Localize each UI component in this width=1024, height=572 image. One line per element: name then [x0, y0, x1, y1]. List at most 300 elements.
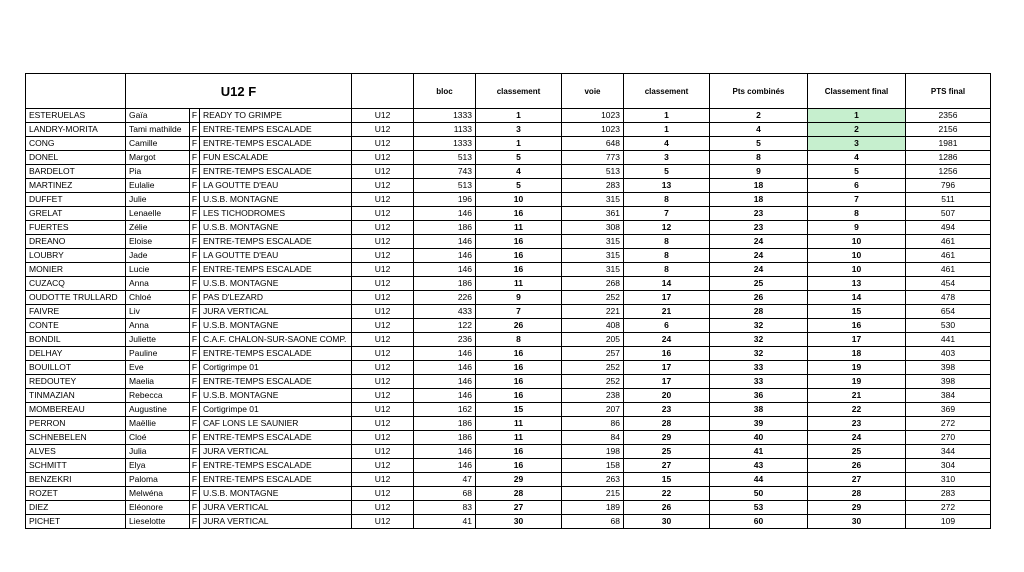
- athlete-first-name: Rebecca: [126, 389, 190, 403]
- final-points: 454: [906, 277, 991, 291]
- bloc-rank: 27: [476, 501, 562, 515]
- table-row: [26, 235, 991, 249]
- sheet-title: U12 F: [126, 74, 352, 109]
- athlete-last-name: CONG: [26, 137, 126, 151]
- voie-rank: 26: [624, 501, 710, 515]
- athlete-sex: F: [190, 375, 200, 389]
- voie-rank: 14: [624, 277, 710, 291]
- athlete-sex: F: [190, 515, 200, 529]
- athlete-category: U12: [352, 417, 414, 431]
- athlete-club: U.S.B. MONTAGNE: [200, 487, 352, 501]
- athlete-sex: F: [190, 361, 200, 375]
- bloc-score: 186: [414, 417, 476, 431]
- voie-rank: 30: [624, 515, 710, 529]
- bloc-rank: 3: [476, 123, 562, 137]
- final-rank: 29: [808, 501, 906, 515]
- header-bloc: bloc: [414, 74, 476, 109]
- athlete-sex: F: [190, 165, 200, 179]
- voie-rank: 4: [624, 137, 710, 151]
- athlete-club: JURA VERTICAL: [200, 305, 352, 319]
- voie-rank: 5: [624, 165, 710, 179]
- combined-points: 50: [710, 487, 808, 501]
- header-row: [26, 74, 991, 109]
- bloc-rank: 1: [476, 109, 562, 123]
- athlete-first-name: Lucie: [126, 263, 190, 277]
- bloc-rank: 5: [476, 179, 562, 193]
- athlete-sex: F: [190, 319, 200, 333]
- final-rank: 27: [808, 473, 906, 487]
- combined-points: 32: [710, 347, 808, 361]
- final-points: 398: [906, 361, 991, 375]
- table-row: [26, 165, 991, 179]
- athlete-first-name: Gaïa: [126, 109, 190, 123]
- voie-rank: 12: [624, 221, 710, 235]
- athlete-first-name: Augustine: [126, 403, 190, 417]
- bloc-rank: 11: [476, 431, 562, 445]
- athlete-first-name: Cloé: [126, 431, 190, 445]
- athlete-category: U12: [352, 459, 414, 473]
- athlete-first-name: Pia: [126, 165, 190, 179]
- final-points: 270: [906, 431, 991, 445]
- athlete-first-name: Lieselotte: [126, 515, 190, 529]
- athlete-category: U12: [352, 375, 414, 389]
- combined-points: 18: [710, 193, 808, 207]
- athlete-last-name: DREANO: [26, 235, 126, 249]
- athlete-category: U12: [352, 277, 414, 291]
- voie-score: 221: [562, 305, 624, 319]
- bloc-score: 47: [414, 473, 476, 487]
- voie-rank: 28: [624, 417, 710, 431]
- athlete-club: ENTRE-TEMPS ESCALADE: [200, 459, 352, 473]
- athlete-sex: F: [190, 179, 200, 193]
- athlete-club: ENTRE-TEMPS ESCALADE: [200, 137, 352, 151]
- final-rank: 26: [808, 459, 906, 473]
- athlete-club: JURA VERTICAL: [200, 501, 352, 515]
- voie-score: 205: [562, 333, 624, 347]
- voie-score: 315: [562, 235, 624, 249]
- athlete-sex: F: [190, 207, 200, 221]
- athlete-category: U12: [352, 431, 414, 445]
- bloc-rank: 8: [476, 333, 562, 347]
- voie-score: 189: [562, 501, 624, 515]
- combined-points: 26: [710, 291, 808, 305]
- voie-rank: 23: [624, 403, 710, 417]
- athlete-sex: F: [190, 151, 200, 165]
- athlete-club: U.S.B. MONTAGNE: [200, 193, 352, 207]
- athlete-first-name: Chloé: [126, 291, 190, 305]
- voie-rank: 15: [624, 473, 710, 487]
- combined-points: 41: [710, 445, 808, 459]
- athlete-club: READY TO GRIMPE: [200, 109, 352, 123]
- voie-score: 773: [562, 151, 624, 165]
- bloc-score: 146: [414, 347, 476, 361]
- final-rank: 19: [808, 361, 906, 375]
- final-rank: 30: [808, 515, 906, 529]
- table-row: [26, 431, 991, 445]
- voie-rank: 29: [624, 431, 710, 445]
- final-points: 2156: [906, 123, 991, 137]
- bloc-rank: 16: [476, 249, 562, 263]
- athlete-first-name: Camille: [126, 137, 190, 151]
- athlete-club: ENTRE-TEMPS ESCALADE: [200, 263, 352, 277]
- athlete-club: C.A.F. CHALON-SUR-SAONE COMP.: [200, 333, 352, 347]
- athlete-last-name: TINMAZIAN: [26, 389, 126, 403]
- voie-rank: 24: [624, 333, 710, 347]
- table-row: [26, 291, 991, 305]
- athlete-category: U12: [352, 403, 414, 417]
- athlete-category: U12: [352, 249, 414, 263]
- voie-rank: 20: [624, 389, 710, 403]
- combined-points: 25: [710, 277, 808, 291]
- table-row: [26, 333, 991, 347]
- athlete-category: U12: [352, 361, 414, 375]
- final-points: 2356: [906, 109, 991, 123]
- athlete-first-name: Maëllie: [126, 417, 190, 431]
- voie-score: 308: [562, 221, 624, 235]
- athlete-category: U12: [352, 263, 414, 277]
- voie-rank: 1: [624, 123, 710, 137]
- final-rank: 28: [808, 487, 906, 501]
- athlete-first-name: Elya: [126, 459, 190, 473]
- athlete-club: ENTRE-TEMPS ESCALADE: [200, 123, 352, 137]
- table-row: [26, 207, 991, 221]
- header-empty-1: [26, 74, 126, 109]
- athlete-last-name: MONIER: [26, 263, 126, 277]
- athlete-last-name: ALVES: [26, 445, 126, 459]
- combined-points: 9: [710, 165, 808, 179]
- athlete-club: LA GOUTTE D'EAU: [200, 179, 352, 193]
- athlete-first-name: Liv: [126, 305, 190, 319]
- athlete-last-name: DONEL: [26, 151, 126, 165]
- athlete-category: U12: [352, 109, 414, 123]
- final-rank: 25: [808, 445, 906, 459]
- athlete-club: JURA VERTICAL: [200, 515, 352, 529]
- voie-score: 215: [562, 487, 624, 501]
- combined-points: 44: [710, 473, 808, 487]
- athlete-category: U12: [352, 221, 414, 235]
- table-row: [26, 361, 991, 375]
- athlete-sex: F: [190, 305, 200, 319]
- bloc-score: 162: [414, 403, 476, 417]
- athlete-last-name: PERRON: [26, 417, 126, 431]
- voie-rank: 17: [624, 361, 710, 375]
- athlete-last-name: BONDIL: [26, 333, 126, 347]
- combined-points: 33: [710, 375, 808, 389]
- bloc-score: 1133: [414, 123, 476, 137]
- bloc-rank: 28: [476, 487, 562, 501]
- voie-rank: 8: [624, 193, 710, 207]
- athlete-category: U12: [352, 319, 414, 333]
- athlete-sex: F: [190, 263, 200, 277]
- athlete-club: Cortigrimpe 01: [200, 403, 352, 417]
- final-rank: 13: [808, 277, 906, 291]
- bloc-rank: 16: [476, 361, 562, 375]
- final-points: 796: [906, 179, 991, 193]
- athlete-sex: F: [190, 473, 200, 487]
- athlete-last-name: BARDELOT: [26, 165, 126, 179]
- voie-score: 68: [562, 515, 624, 529]
- athlete-club: U.S.B. MONTAGNE: [200, 277, 352, 291]
- table-row: [26, 137, 991, 151]
- bloc-score: 1333: [414, 109, 476, 123]
- voie-score: 252: [562, 291, 624, 305]
- final-rank: 10: [808, 263, 906, 277]
- voie-rank: 1: [624, 109, 710, 123]
- combined-points: 18: [710, 179, 808, 193]
- athlete-first-name: Anna: [126, 277, 190, 291]
- final-points: 272: [906, 417, 991, 431]
- athlete-last-name: FAIVRE: [26, 305, 126, 319]
- header-voie: voie: [562, 74, 624, 109]
- voie-score: 257: [562, 347, 624, 361]
- athlete-last-name: OUDOTTE TRULLARD: [26, 291, 126, 305]
- header-pts-final: PTS final: [906, 74, 991, 109]
- athlete-last-name: SCHMITT: [26, 459, 126, 473]
- header-classement-bloc: classement: [476, 74, 562, 109]
- bloc-score: 186: [414, 431, 476, 445]
- table-row: [26, 515, 991, 529]
- athlete-sex: F: [190, 445, 200, 459]
- table-row: [26, 319, 991, 333]
- final-rank: 8: [808, 207, 906, 221]
- final-rank: 9: [808, 221, 906, 235]
- athlete-first-name: Jade: [126, 249, 190, 263]
- bloc-rank: 5: [476, 151, 562, 165]
- voie-score: 513: [562, 165, 624, 179]
- athlete-first-name: Eloise: [126, 235, 190, 249]
- athlete-first-name: Eulalie: [126, 179, 190, 193]
- bloc-score: 186: [414, 277, 476, 291]
- final-rank: 7: [808, 193, 906, 207]
- table-row: [26, 305, 991, 319]
- bloc-score: 83: [414, 501, 476, 515]
- athlete-last-name: ROZET: [26, 487, 126, 501]
- voie-rank: 25: [624, 445, 710, 459]
- final-rank: 22: [808, 403, 906, 417]
- bloc-rank: 16: [476, 459, 562, 473]
- athlete-first-name: Julia: [126, 445, 190, 459]
- header-classement-final: Classement final: [808, 74, 906, 109]
- athlete-sex: F: [190, 221, 200, 235]
- athlete-last-name: CUZACQ: [26, 277, 126, 291]
- athlete-sex: F: [190, 277, 200, 291]
- combined-points: 8: [710, 151, 808, 165]
- table-row: [26, 459, 991, 473]
- bloc-score: 743: [414, 165, 476, 179]
- voie-rank: 7: [624, 207, 710, 221]
- voie-score: 198: [562, 445, 624, 459]
- athlete-last-name: DIEZ: [26, 501, 126, 515]
- bloc-score: 146: [414, 263, 476, 277]
- athlete-category: U12: [352, 179, 414, 193]
- voie-score: 252: [562, 375, 624, 389]
- athlete-last-name: SCHNEBELEN: [26, 431, 126, 445]
- bloc-score: 41: [414, 515, 476, 529]
- final-points: 384: [906, 389, 991, 403]
- final-points: 310: [906, 473, 991, 487]
- athlete-last-name: GRELAT: [26, 207, 126, 221]
- bloc-rank: 16: [476, 389, 562, 403]
- table-row: [26, 151, 991, 165]
- bloc-rank: 1: [476, 137, 562, 151]
- athlete-first-name: Lenaelle: [126, 207, 190, 221]
- bloc-rank: 16: [476, 235, 562, 249]
- final-rank: 2: [808, 123, 906, 137]
- combined-points: 24: [710, 249, 808, 263]
- voie-rank: 8: [624, 249, 710, 263]
- athlete-club: ENTRE-TEMPS ESCALADE: [200, 375, 352, 389]
- athlete-first-name: Juliette: [126, 333, 190, 347]
- voie-rank: 21: [624, 305, 710, 319]
- athlete-category: U12: [352, 473, 414, 487]
- voie-score: 268: [562, 277, 624, 291]
- athlete-last-name: LOUBRY: [26, 249, 126, 263]
- final-points: 304: [906, 459, 991, 473]
- bloc-rank: 11: [476, 221, 562, 235]
- athlete-last-name: PICHET: [26, 515, 126, 529]
- table-row: [26, 375, 991, 389]
- table-row: [26, 389, 991, 403]
- final-rank: 1: [808, 109, 906, 123]
- athlete-first-name: Julie: [126, 193, 190, 207]
- combined-points: 36: [710, 389, 808, 403]
- athlete-last-name: CONTE: [26, 319, 126, 333]
- combined-points: 24: [710, 235, 808, 249]
- final-points: 441: [906, 333, 991, 347]
- athlete-club: JURA VERTICAL: [200, 445, 352, 459]
- athlete-category: U12: [352, 291, 414, 305]
- voie-rank: 27: [624, 459, 710, 473]
- athlete-sex: F: [190, 431, 200, 445]
- header-pts-combines: Pts combinés: [710, 74, 808, 109]
- athlete-last-name: BENZEKRI: [26, 473, 126, 487]
- voie-score: 283: [562, 179, 624, 193]
- final-rank: 23: [808, 417, 906, 431]
- results-sheet: [25, 73, 991, 529]
- athlete-sex: F: [190, 235, 200, 249]
- voie-score: 1023: [562, 109, 624, 123]
- voie-score: 315: [562, 193, 624, 207]
- bloc-score: 513: [414, 151, 476, 165]
- bloc-score: 146: [414, 249, 476, 263]
- final-rank: 17: [808, 333, 906, 347]
- table-row: [26, 221, 991, 235]
- combined-points: 23: [710, 207, 808, 221]
- bloc-score: 1333: [414, 137, 476, 151]
- athlete-club: U.S.B. MONTAGNE: [200, 221, 352, 235]
- bloc-rank: 11: [476, 417, 562, 431]
- final-rank: 14: [808, 291, 906, 305]
- bloc-rank: 16: [476, 347, 562, 361]
- bloc-score: 513: [414, 179, 476, 193]
- voie-score: 86: [562, 417, 624, 431]
- table-row: [26, 487, 991, 501]
- final-points: 461: [906, 263, 991, 277]
- athlete-first-name: Anna: [126, 319, 190, 333]
- athlete-sex: F: [190, 389, 200, 403]
- athlete-sex: F: [190, 459, 200, 473]
- combined-points: 39: [710, 417, 808, 431]
- athlete-category: U12: [352, 165, 414, 179]
- bloc-score: 146: [414, 235, 476, 249]
- final-points: 283: [906, 487, 991, 501]
- voie-rank: 17: [624, 291, 710, 305]
- final-rank: 21: [808, 389, 906, 403]
- athlete-sex: F: [190, 291, 200, 305]
- voie-rank: 17: [624, 375, 710, 389]
- athlete-sex: F: [190, 417, 200, 431]
- results-table: [25, 73, 991, 529]
- athlete-club: ENTRE-TEMPS ESCALADE: [200, 235, 352, 249]
- athlete-first-name: Melwéna: [126, 487, 190, 501]
- voie-score: 361: [562, 207, 624, 221]
- bloc-score: 122: [414, 319, 476, 333]
- athlete-category: U12: [352, 347, 414, 361]
- athlete-last-name: DELHAY: [26, 347, 126, 361]
- bloc-score: 146: [414, 361, 476, 375]
- athlete-category: U12: [352, 123, 414, 137]
- athlete-last-name: LANDRY-MORITA: [26, 123, 126, 137]
- bloc-score: 68: [414, 487, 476, 501]
- athlete-last-name: REDOUTEY: [26, 375, 126, 389]
- final-points: 109: [906, 515, 991, 529]
- athlete-last-name: ESTERUELAS: [26, 109, 126, 123]
- combined-points: 33: [710, 361, 808, 375]
- voie-score: 1023: [562, 123, 624, 137]
- voie-score: 158: [562, 459, 624, 473]
- athlete-first-name: Eve: [126, 361, 190, 375]
- athlete-category: U12: [352, 151, 414, 165]
- final-points: 403: [906, 347, 991, 361]
- combined-points: 24: [710, 263, 808, 277]
- bloc-score: 236: [414, 333, 476, 347]
- final-rank: 6: [808, 179, 906, 193]
- combined-points: 23: [710, 221, 808, 235]
- athlete-last-name: BOUILLOT: [26, 361, 126, 375]
- final-rank: 19: [808, 375, 906, 389]
- table-row: [26, 347, 991, 361]
- bloc-score: 146: [414, 445, 476, 459]
- athlete-club: U.S.B. MONTAGNE: [200, 389, 352, 403]
- combined-points: 4: [710, 123, 808, 137]
- final-points: 530: [906, 319, 991, 333]
- voie-rank: 8: [624, 235, 710, 249]
- bloc-rank: 16: [476, 375, 562, 389]
- bloc-rank: 16: [476, 207, 562, 221]
- table-row: [26, 263, 991, 277]
- athlete-category: U12: [352, 389, 414, 403]
- bloc-rank: 10: [476, 193, 562, 207]
- athlete-club: ENTRE-TEMPS ESCALADE: [200, 431, 352, 445]
- combined-points: 28: [710, 305, 808, 319]
- combined-points: 60: [710, 515, 808, 529]
- table-row: [26, 473, 991, 487]
- athlete-club: PAS D'LEZARD: [200, 291, 352, 305]
- athlete-category: U12: [352, 515, 414, 529]
- table-row: [26, 109, 991, 123]
- athlete-club: CAF LONS LE SAUNIER: [200, 417, 352, 431]
- final-points: 272: [906, 501, 991, 515]
- voie-score: 263: [562, 473, 624, 487]
- athlete-last-name: DUFFET: [26, 193, 126, 207]
- athlete-category: U12: [352, 445, 414, 459]
- bloc-score: 146: [414, 207, 476, 221]
- final-points: 1256: [906, 165, 991, 179]
- athlete-last-name: FUERTES: [26, 221, 126, 235]
- voie-score: 207: [562, 403, 624, 417]
- athlete-sex: F: [190, 403, 200, 417]
- final-rank: 10: [808, 235, 906, 249]
